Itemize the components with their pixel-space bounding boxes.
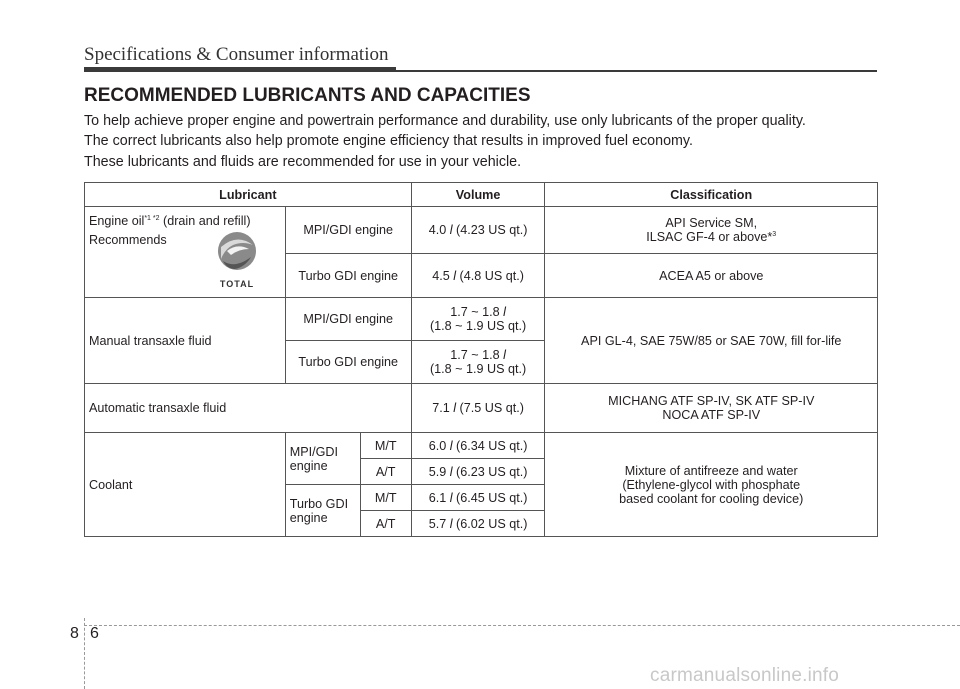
coolant-label: Coolant <box>85 433 286 537</box>
engine-oil-class-turbo: ACEA A5 or above <box>545 254 878 298</box>
automatic-classification: MICHANG ATF SP-IV, SK ATF SP-IV NOCA ATF SP-IV <box>545 384 878 433</box>
automatic-volume: 7.1 l (7.5 US qt.) <box>411 384 545 433</box>
table-row <box>85 207 878 254</box>
coolant-trans-mpi-mt: M/T <box>360 433 411 459</box>
section-title: RECOMMENDED LUBRICANTS AND CAPACITIES <box>84 85 531 106</box>
coolant-trans-turbo-mt: M/T <box>360 485 411 511</box>
recommends-label: Recommends <box>89 233 167 248</box>
total-logo-icon <box>213 229 261 291</box>
header-rule-thick <box>84 67 396 72</box>
manual-classification: API GL-4, SAE 75W/85 or SAE 70W, fill for-life <box>545 298 878 384</box>
engine-oil-cell <box>85 207 286 298</box>
coolant-volume-turbo-at: 5.7 l (6.02 US qt.) <box>411 511 545 537</box>
table-row <box>85 384 878 433</box>
engine-oil-suffix: (drain and refill) <box>159 214 251 229</box>
header-classification: Classification <box>545 183 878 207</box>
coolant-classification: Mixture of antifreeze and water (Ethylene-glycol with phosphate based coolant for cooling device) <box>545 433 878 537</box>
header-volume: Volume <box>411 183 545 207</box>
lubricants-table <box>84 182 878 537</box>
engine-oil-engine-turbo: Turbo GDI engine <box>285 254 411 298</box>
engine-oil-label: Engine oil <box>89 214 145 229</box>
coolant-engine-mpi: MPI/GDI engine <box>285 433 360 485</box>
chapter-title: Specifications & Consumer information <box>84 44 389 65</box>
coolant-volume-mpi-at: 5.9 l (6.23 US qt.) <box>411 459 545 485</box>
logo-text: TOTAL <box>219 279 255 289</box>
intro-line-2: The correct lubricants also help promote engine efficiency that results in improved fuel economy. <box>84 133 693 149</box>
footer-divider <box>84 618 85 689</box>
coolant-engine-turbo: Turbo GDI engine <box>285 485 360 537</box>
manual-engine-mpi: MPI/GDI engine <box>285 298 411 341</box>
manual-engine-turbo: Turbo GDI engine <box>285 341 411 384</box>
engine-oil-volume-mpi: 4.0 l (4.23 US qt.) <box>411 207 545 254</box>
manual-label: Manual transaxle fluid <box>85 298 286 384</box>
engine-oil-class-mpi: API Service SM, ILSAC GF-4 or above*$^3$ <box>545 207 878 254</box>
coolant-volume-turbo-mt: 6.1 l (6.45 US qt.) <box>411 485 545 511</box>
page-number-page: 6 <box>90 625 99 642</box>
automatic-label: Automatic transaxle fluid <box>85 384 412 433</box>
header-lubricant: Lubricant <box>85 183 412 207</box>
table-header-row <box>85 183 878 207</box>
page-number-chapter: 8 <box>70 625 79 642</box>
engine-oil-sup: *1 *2 <box>144 215 160 222</box>
table-row <box>85 433 878 459</box>
coolant-trans-mpi-at: A/T <box>360 459 411 485</box>
table-row <box>85 298 878 341</box>
intro-line-3: These lubricants and fluids are recommended for use in your vehicle. <box>84 154 522 170</box>
manual-volume-mpi: 1.7 ~ 1.8 l (1.8 ~ 1.9 US qt.) <box>411 298 545 341</box>
coolant-volume-mpi-mt: 6.0 l (6.34 US qt.) <box>411 433 545 459</box>
footer-rule <box>84 625 960 626</box>
engine-oil-engine-mpi: MPI/GDI engine <box>285 207 411 254</box>
header-rule-thin <box>396 70 877 72</box>
intro-line-1: To help achieve proper engine and powertrain performance and durability, use only lubricants of the proper quality. <box>84 113 806 129</box>
coolant-trans-turbo-at: A/T <box>360 511 411 537</box>
watermark: carmanualsonline.info <box>650 665 840 686</box>
manual-volume-turbo: 1.7 ~ 1.8 l (1.8 ~ 1.9 US qt.) <box>411 341 545 384</box>
engine-oil-volume-turbo: 4.5 l (4.8 US qt.) <box>411 254 545 298</box>
